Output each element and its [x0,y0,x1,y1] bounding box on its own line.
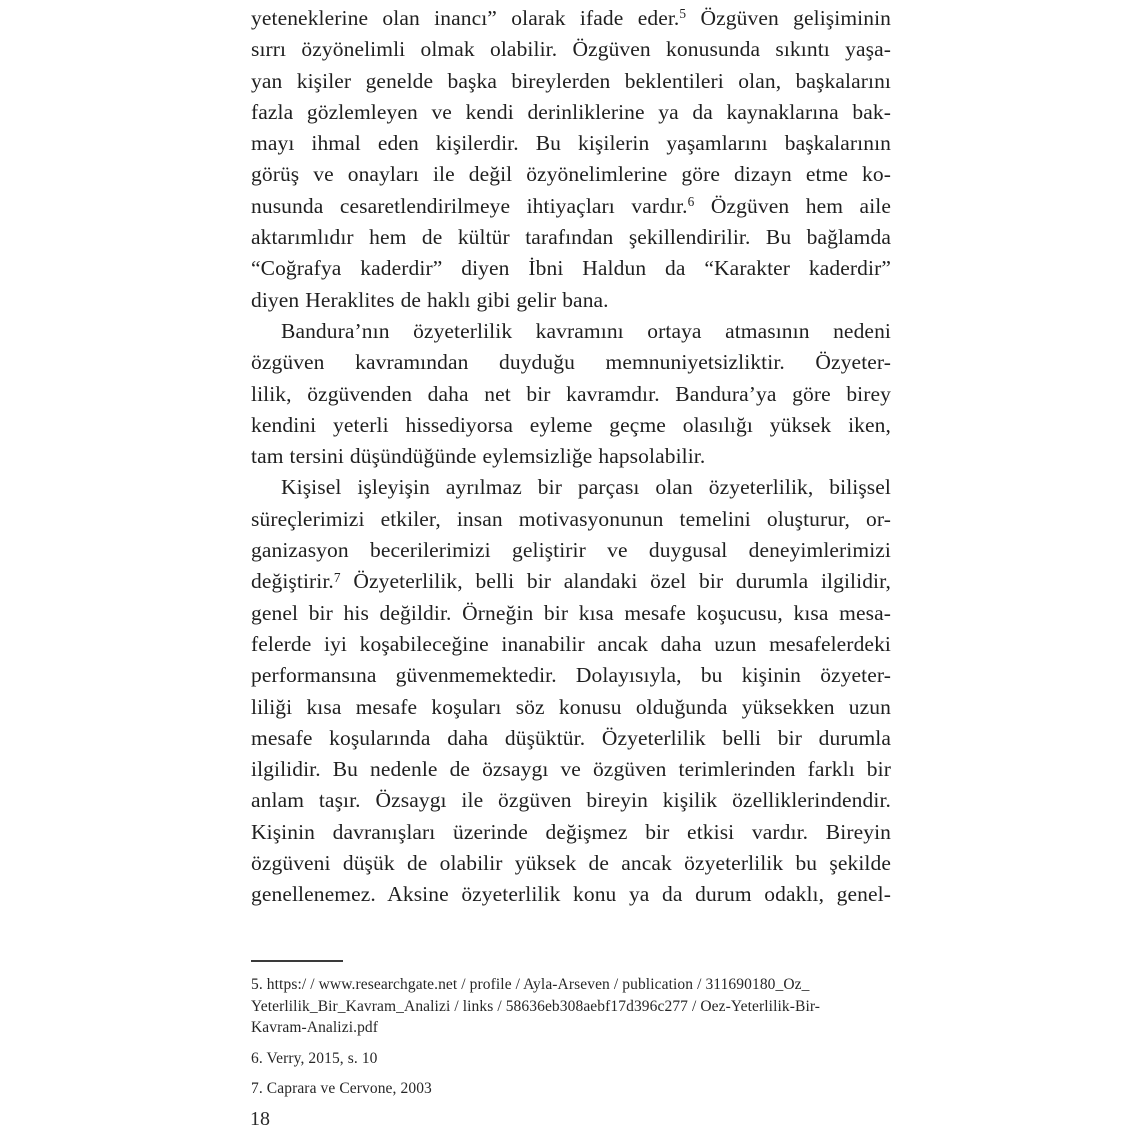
body-line: anlam taşır. Özsaygı ile özgüven bireyin kişilik özelliklerindendir. [251,788,891,813]
footnote [251,1078,891,1100]
body-line: genel bir his değildir. Örneğin bir kısa mesafe koşucusu, kısa mesa- [251,600,891,625]
body-line: “Coğrafya kaderdir” diyen İbni Haldun da “Karakter kaderdir” [251,256,891,281]
body-line: lilik, özgüvenden daha net bir kavramdır. Bandura’ya göre birey [251,381,891,406]
footnote-list [251,974,891,1100]
body-line: görüş ve onayları ile değil özyönelimlerine göre dizayn etme ko- [251,162,891,187]
body-line: Bandura’nın özyeterlilik kavramını ortaya atmasının nedeni [281,318,891,343]
footnote [251,974,891,1039]
body-line: diyen Heraklites de haklı gibi gelir bana. [251,287,609,312]
footnote-reference: 6 [687,194,695,210]
body-line: tam tersini düşündüğünde eylemsizliğe hapsolabilir. [251,444,706,469]
page-number: 18 [250,1108,270,1130]
footnote-line: 7. Caprara ve Cervone, 2003 [251,1080,432,1097]
body-line: nusunda cesaretlendirilmeye ihtiyaçları vardır.$^6$ Özgüven hem aile [251,193,891,218]
body-line: fazla gözlemleyen ve kendi derinliklerine ya da kaynaklarına bak- [251,99,891,124]
body-line: felerde iyi koşabileceğine inanabilir ancak daha uzun mesafelerdeki [251,631,891,656]
footnote-line: Kavram-Analizi.pdf [251,1019,379,1036]
footnote-reference: 5 [679,6,687,22]
body-line: yeteneklerine olan inancı” olarak ifade eder.$^5$ Özgüven gelişiminin [251,6,891,30]
body-line: mayı ihmal eden kişilerdir. Bu kişilerin yaşamlarını başkalarının [251,131,891,156]
footnote-line: Yeterlilik_Bir_Kavram_Analizi / links / 58636eb308aebf17d396c277 / Oez-Yeterlilik-Bir- [251,997,821,1015]
body-line: aktarımlıdır hem de kültür tarafından şekillendirilir. Bu bağlamda [251,225,891,250]
body-line: Kişisel işleyişin ayrılmaz bir parçası olan özyeterlilik, bilişsel [281,475,891,500]
footnotes-section [251,946,891,1109]
body-text [251,3,891,911]
body-line: süreçlerimizi etkiler, insan motivasyonunun temelini oluşturur, or- [251,506,891,531]
body-line: ganizasyon becerilerimizi geliştirir ve duygusal deneyimlerimizi [251,538,891,563]
body-line: değiştirir.$^7$ Özyeterlilik, belli bir alandaki özel bir durumla ilgilidir, [251,569,891,594]
body-line: yan kişiler genelde başka bireylerden beklentileri olan, başkalarını [251,68,891,93]
body-line: özgüveni düşük de olabilir yüksek de ancak özyeterlilik bu şekilde [251,851,891,876]
footnote-divider [251,960,343,962]
body-line: ilgilidir. Bu nedenle de özsaygı ve özgüven terimlerinden farklı bir [251,757,891,782]
body-line: liliği kısa mesafe koşuları söz konusu olduğunda yüksekken uzun [251,694,891,719]
body-line: sırrı özyönelimli olmak olabilir. Özgüven konusunda sıkıntı yaşa- [251,37,891,62]
body-line: genellenemez. Aksine özyeterlilik konu ya da durum odaklı, genel- [251,882,891,907]
footnote-reference: 7 [333,569,341,585]
body-line: kendini yeterli hissediyorsa eyleme geçme olasılığı yüksek iken, [251,412,891,437]
footnote-line: 5. https:/ / www.researchgate.net / profile / Ayla-Arseven / publication / 311690180_Oz_ [251,976,810,993]
body-line: performansına güvenmemektedir. Dolayısıyla, bu kişinin özyeter- [251,663,891,688]
footnote-line: 6. Verry, 2015, s. 10 [251,1049,378,1067]
body-line: mesafe koşularında daha düşüktür. Özyeterlilik belli bir durumla [251,725,891,750]
body-line: Kişinin davranışları üzerinde değişmez bir etkisi vardır. Bireyin [251,819,891,844]
footnote [251,1048,891,1070]
body-line: özgüven kavramından duyduğu memnuniyetsizliktir. Özyeter- [251,350,891,375]
